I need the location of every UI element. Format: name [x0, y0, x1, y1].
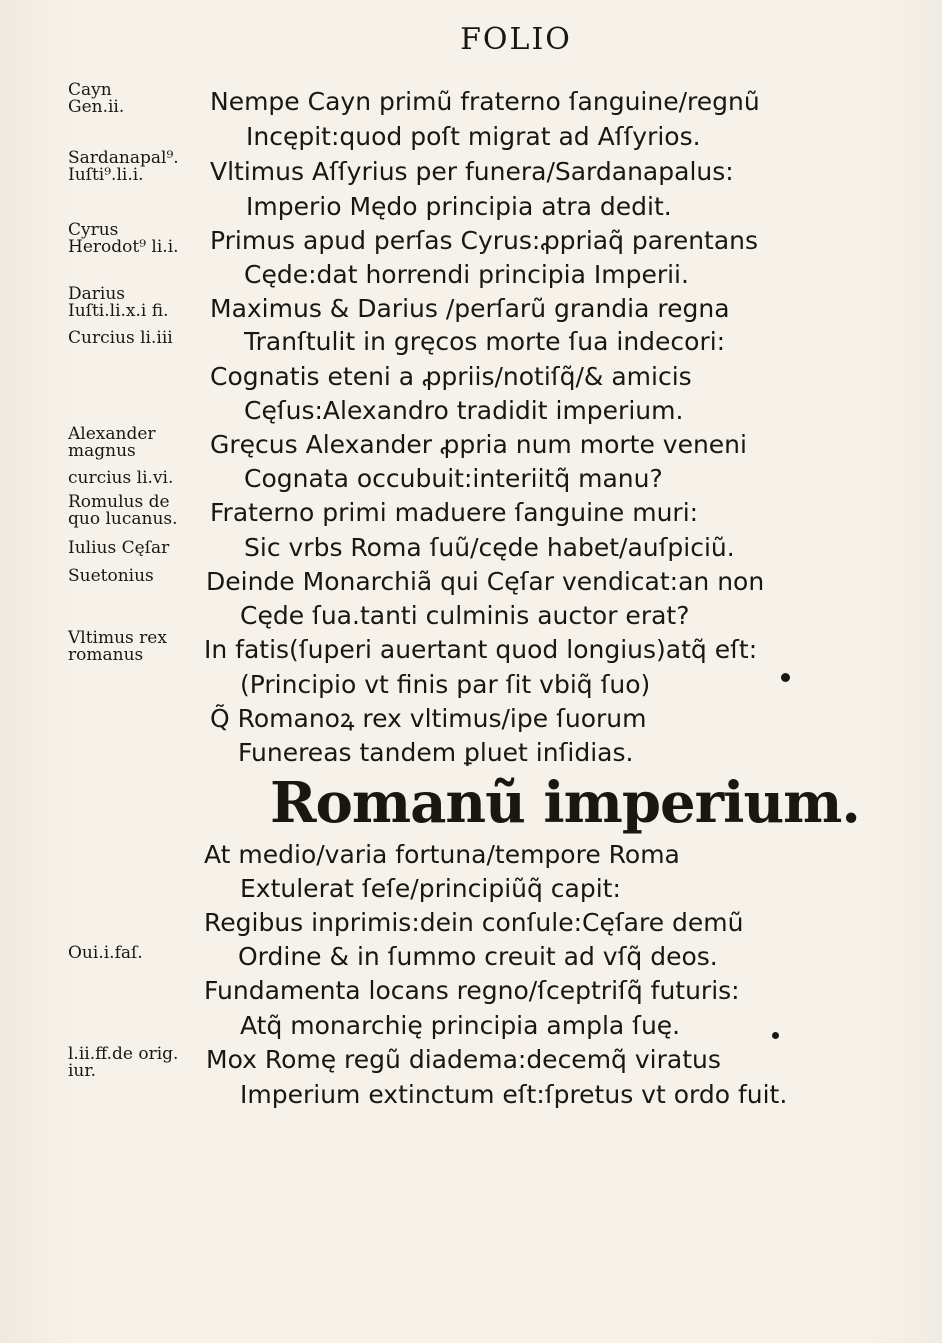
verse-line: Maximus & Darius /perſarũ grandia regna — [210, 294, 730, 323]
running-head: FOLIO — [460, 22, 572, 57]
verse-line: Fundamenta locans regno/ſceptriſq̃ futuris: — [204, 976, 740, 1005]
verse-line: Tranſtulit in gręcos morte ſua indecori: — [244, 327, 726, 356]
margin-note: curcius li.vi. — [68, 468, 174, 488]
verse-line: In fatis(ſuperi auertant quod longius)atq̃ eſt: — [204, 635, 758, 664]
verse-line: Ordine & in ſummo creuit ad vſq̃ deos. — [238, 942, 718, 971]
verse-line: Imperium extinctum eſt:ſpretus vt ordo fuit. — [240, 1080, 788, 1109]
verse-line: Regibus inprimis:dein conſule:Cęſare demũ — [204, 908, 744, 937]
verse-line: Sic vrbs Roma ſuũ/cęde habet/auſpiciũ. — [244, 533, 735, 562]
margin-note: Sardanapal⁹. Iuſti⁹.li.i. — [68, 148, 179, 185]
verse-line: Primus apud perſas Cyrus:ꝓpriaq̃ parentans — [210, 226, 759, 255]
verse-line: Mox Romę regũ diadema:decemq̃ viratus — [206, 1045, 721, 1074]
section-heading: Romanũ imperium. — [270, 770, 860, 836]
ink-speck — [781, 673, 790, 682]
verse-line: Funereas tandem ꝑluet inſidias. — [238, 738, 634, 767]
verse-line: Fraterno primi maduere ſanguine muri: — [210, 498, 699, 527]
verse-line: (Principio vt finis par ſit vbiq̃ ſuo) — [240, 670, 651, 699]
verse-line: Cęſus:Alexandro tradidit imperium. — [244, 396, 684, 425]
margin-note: Alexander magnus — [68, 424, 156, 461]
ink-speck — [772, 1032, 779, 1039]
margin-note: Romulus de quo lucanus. — [68, 492, 178, 529]
verse-line: Cognatis eteni a ꝓpriis/notiſq̃/& amicis — [210, 362, 692, 391]
margin-note: Oui.i.faſ. — [68, 943, 143, 963]
verse-line: At medio/varia fortuna/tempore Roma — [204, 840, 680, 869]
margin-note: Cayn Gen.ii. — [68, 80, 125, 117]
verse-line: Extulerat ſeſe/principiũq̃ capit: — [240, 874, 621, 903]
margin-note: Curcius li.iii — [68, 328, 173, 348]
verse-line: Cęde ſua.tanti culminis auctor erat? — [240, 601, 690, 630]
verse-line: Q̃ Romanoꝝ rex vltimus/ipe ſuorum — [210, 704, 647, 733]
verse-line: Gręcus Alexander ꝓpria num morte veneni — [210, 430, 747, 459]
margin-note: Iulius Cęſar — [68, 538, 170, 558]
verse-line: Cęde:dat horrendi principia Imperii. — [244, 260, 689, 289]
verse-line: Deinde Monarchiã qui Cęſar vendicat:an non — [206, 567, 765, 596]
verse-line: Incępit:quod poſt migrat ad Aſſyrios. — [246, 122, 701, 151]
verse-line: Atq̃ monarchię principia ampla ſuę. — [240, 1011, 681, 1040]
verse-line: Nempe Cayn primũ fraterno ſanguine/regnũ — [210, 87, 760, 116]
margin-note: Suetonius — [68, 566, 154, 586]
margin-note: Vltimus rex romanus — [68, 628, 167, 665]
verse-line: Cognata occubuit:interiitq̃ manu? — [244, 464, 663, 493]
verse-line: Imperio Mędo principia atra dedit. — [246, 192, 672, 221]
verse-line: Vltimus Aſſyrius per funera/Sardanapalus: — [210, 157, 734, 186]
margin-note: l.ii.ff.de orig. iur. — [68, 1044, 179, 1081]
margin-note: Cyrus Herodot⁹ li.i. — [68, 220, 179, 257]
margin-note: Darius Iuſti.li.x.i fi. — [68, 284, 169, 321]
